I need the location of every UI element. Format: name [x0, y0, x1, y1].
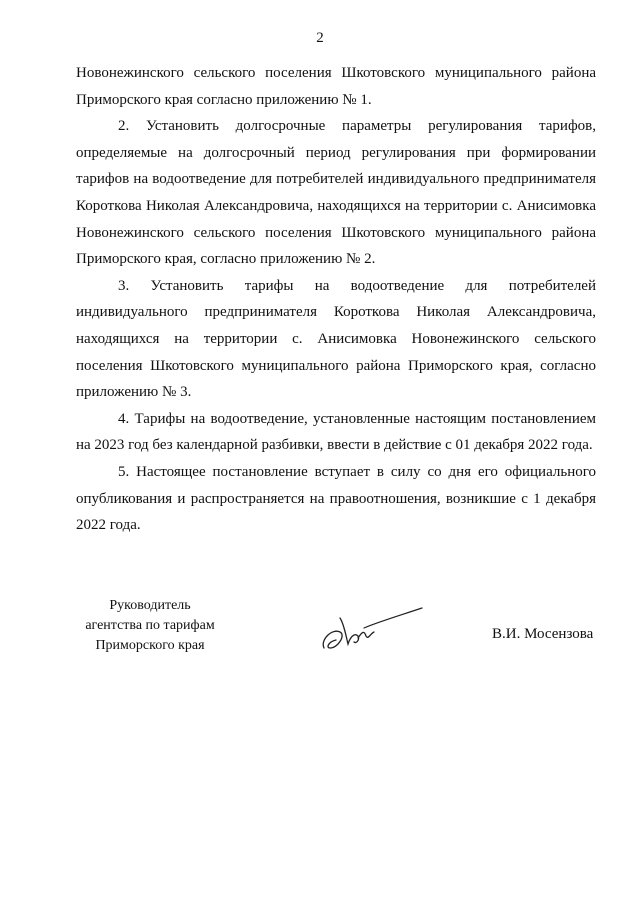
paragraph-continuation: Новонежинского сельского поселения Шкотовского муниципального района Приморского края согласно приложению № 1.	[76, 65, 596, 108]
paragraph-3: 3. Установить тарифы на водоотведение для потребителей индивидуального предпринимателя Короткова Николая Александровича, находящихся на территории с. Анисимовка Новонежинского сельского поселения Шкотовского муниципального района Приморского края, согласно приложению № 3.	[76, 277, 596, 401]
signer-title-line: Руководитель	[109, 598, 191, 613]
paragraph-5: 5. Настоящее постановление вступает в силу со дня его официального опубликования и распространяется на правоотношения, возникшие с 1 декабря 2022 года.	[76, 463, 596, 534]
signer-title	[70, 596, 230, 656]
signature-image	[318, 604, 428, 658]
signer-name: В.И. Мосензова	[492, 626, 594, 642]
page-number: 2	[316, 30, 324, 46]
paragraph-2: 2. Установить долгосрочные параметры регулирования тарифов, определяемые на долгосрочный период регулирования при формировании тарифов на водоотведение для потребителей индивидуального предпринимателя Короткова Николая Александровича, находящихся на территории с. Анисимовка Новонежинского сельского поселения Шкотовского муниципального района Приморского края, согласно приложению № 2.	[76, 118, 596, 268]
document-body	[76, 60, 596, 539]
paragraph-4: 4. Тарифы на водоотведение, установленные настоящим постановлением на 2023 год без календарной разбивки, ввести в действие с 01 декабря 2022 года.	[76, 410, 596, 454]
signer-title-line: агентства по тарифам	[85, 618, 215, 633]
signer-title-line: Приморского края	[95, 638, 205, 653]
